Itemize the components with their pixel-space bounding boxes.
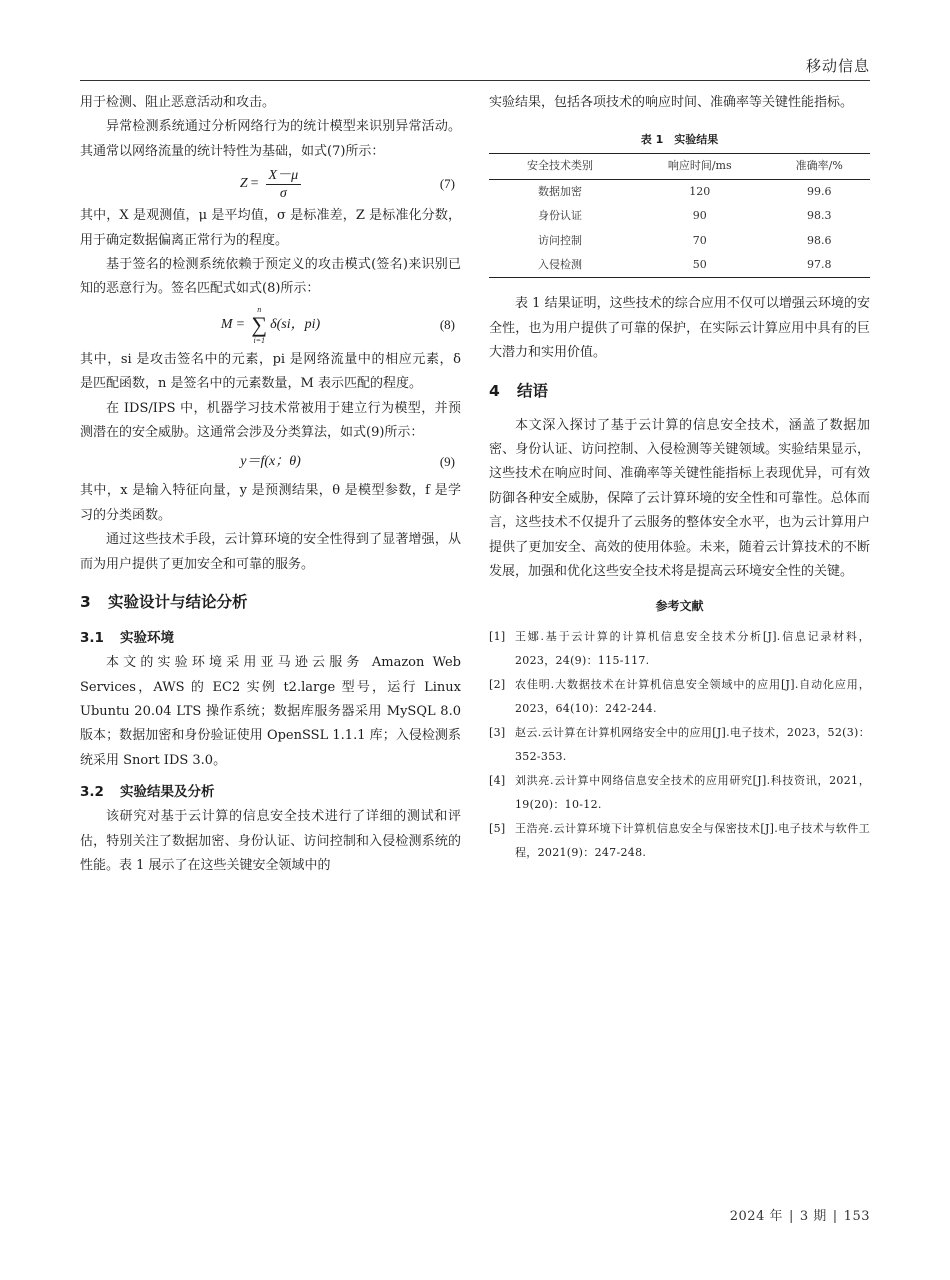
eq8-lower-limit: i=1: [253, 335, 266, 345]
eq8-equals: =: [236, 316, 245, 332]
table-row: [489, 179, 870, 204]
table-row: [489, 253, 870, 278]
equation-number: (9): [439, 454, 455, 470]
reference-item: [489, 673, 870, 721]
eq8-lhs: M: [220, 316, 233, 332]
table-row: [489, 204, 870, 228]
table-caption: 表 1 实验结果: [640, 133, 719, 147]
equation-7: [80, 164, 461, 204]
footer-page-number: 153: [843, 1209, 870, 1224]
table-cell: 98.3: [806, 209, 832, 223]
journal-title: 移动信息: [805, 57, 870, 75]
reference-number: [3]: [489, 725, 506, 739]
eq7-denominator: σ: [279, 185, 287, 201]
footer-separator: |: [788, 1209, 794, 1224]
right-column: [489, 91, 870, 865]
paragraph: 基于签名的检测系统依赖于预定义的攻击模式(签名)来识别已知的恶意行为。签名匹配式如式(8)所示：: [80, 257, 461, 297]
reference-text: 刘洪亮.云计算中网络信息安全技术的应用研究[J].科技资讯，2021，19(20)：10-12.: [515, 773, 870, 811]
reference-text: 王娜.基于云计算的计算机信息安全技术分析[J].信息记录材料，2023，24(9)：115-117.: [515, 629, 870, 667]
paragraph: 其中，x 是输入特征向量，y 是预测结果，θ 是模型参数，f 是学习的分类函数。: [80, 483, 461, 523]
paragraph: 本文深入探讨了基于云计算的信息安全技术，涵盖了数据加密、身份认证、访问控制、入侵检测等关键领域。实验结果显示，这些技术在响应时间、准确率等关键性能指标上表现优异，可有效防御各种安全威胁，保障了云计算环境的安全性和可靠性。总体而言，这些技术不仅提升了云服务的整体安全水平，也为云计算用户提供了更加安全、高效的使用体验。未来，随着云计算技术的不断发展，加强和优化这些安全技术将是提高云环境安全性的关键。: [489, 417, 870, 580]
reference-number: [2]: [489, 677, 506, 691]
paragraph: 其中，si 是攻击签名中的元素，pi 是网络流量中的相应元素，δ 是匹配函数，n 是签名中的元素数量，M 表示匹配的程度。: [80, 351, 461, 392]
page-footer: [730, 1205, 870, 1224]
paragraph: 用于检测、阻止恶意活动和攻击。: [80, 95, 276, 110]
table-cell: 97.8: [806, 258, 832, 272]
table-cell: 120: [689, 184, 711, 198]
subsection-heading-3-2: [80, 779, 461, 805]
table-cell: 访问控制: [538, 233, 583, 247]
section-title: 实验设计与结论分析: [108, 593, 248, 612]
table-cell: 50: [692, 258, 707, 272]
paragraph: 在 IDS/IPS 中，机器学习技术常被用于建立行为模型，并预测潜在的安全威胁。这通常会涉及分类算法，如式(9)所示：: [80, 400, 461, 441]
table-cell: 身份认证: [538, 209, 583, 223]
results-table: [489, 153, 870, 278]
reference-item: [489, 625, 870, 673]
reference-number: [5]: [489, 821, 506, 835]
reference-text: 农佳明.大数据技术在计算机信息安全领域中的应用[J].自动化应用，2023，64(10)：242-244.: [515, 677, 870, 715]
section-heading-3: [80, 589, 461, 615]
eq8-upper-limit: n: [257, 304, 262, 314]
table-cell: 入侵检测: [538, 258, 583, 272]
reference-number: [1]: [489, 629, 506, 643]
table-cell: 数据加密: [538, 184, 583, 198]
table-header-cell: 准确率/%: [795, 159, 843, 173]
section-number: 3: [80, 593, 91, 612]
section-title: 结语: [517, 381, 549, 400]
sigma-symbol: ∑: [251, 311, 268, 337]
eq8-body: δ(si，pi): [270, 316, 321, 332]
paragraph: 其中，X 是观测值，μ 是平均值，σ 是标准差，Z 是标准化分数，用于确定数据偏离正常行为的程度。: [80, 208, 461, 248]
section-heading-4: [489, 378, 870, 404]
table-header-cell: 安全技术类别: [527, 159, 594, 173]
paragraph: 表 1 结果证明，这些技术的综合应用不仅可以增强云环境的安全性，也为用户提供了可靠的保护，在实际云计算应用中具有的巨大潜力和实用价值。: [489, 296, 870, 361]
table-cell: 70: [692, 233, 707, 247]
subsection-heading-3-1: [80, 625, 461, 651]
equation-number: (7): [439, 176, 455, 192]
section-number: 4: [489, 381, 500, 400]
table-cell: 99.6: [806, 184, 832, 198]
eq7-numerator: X－μ: [266, 167, 302, 185]
footer-separator: |: [832, 1209, 838, 1224]
reference-item: [489, 817, 870, 865]
reference-text: 王浩亮.云计算环境下计算机信息安全与保密技术[J].电子技术与软件工程，2021(9)：247-248.: [515, 821, 870, 859]
reference-item: [489, 721, 870, 769]
table-cell: 90: [692, 209, 707, 223]
references-list: [489, 625, 870, 865]
footer-year: 2024 年: [729, 1209, 783, 1224]
header-rule: [80, 80, 870, 81]
eq9-expression: y＝f(x；θ): [240, 454, 301, 470]
paragraph: 本文的实验环境采用亚马逊云服务 Amazon Web Services，AWS 的 EC2 实例 t2.large 型号，运行 Linux Ubuntu 20.04 LTS 操作系统；数据库服务器采用 MySQL 8.0 版本；数据加密和身份验证使用 OpenSSL 1.1.1 库；入侵检测系统采用 Snort IDS 3.0。: [80, 655, 461, 768]
equation-number: (8): [439, 316, 455, 332]
subsection-number: 3.2: [80, 784, 104, 801]
references-title: 参考文献: [655, 598, 704, 613]
eq7-equals: =: [250, 176, 259, 192]
eq7-lhs: Z: [239, 176, 248, 192]
reference-text: 赵云.云计算在计算机网络安全中的应用[J].电子技术，2023，52(3)：352-353.: [515, 725, 870, 763]
reference-item: [489, 769, 870, 817]
table-cell: 98.6: [806, 233, 832, 247]
equation-9: [80, 445, 461, 479]
left-column: [80, 91, 461, 878]
table-header-cell: 响应时间/ms: [667, 159, 732, 173]
paragraph: 通过这些技术手段，云计算环境的安全性得到了显著增强，从而为用户提供了更加安全和可靠的服务。: [80, 532, 461, 572]
table-row: [489, 229, 870, 253]
subsection-title: 实验结果及分析: [120, 784, 215, 801]
paragraph: 实验结果，包括各项技术的响应时间、准确率等关键性能指标。: [489, 95, 854, 110]
table-header-row: [489, 154, 870, 179]
subsection-number: 3.1: [80, 630, 104, 647]
eq7-fraction: [266, 167, 302, 202]
subsection-title: 实验环境: [120, 630, 174, 647]
equation-8: [80, 302, 461, 348]
reference-number: [4]: [489, 773, 506, 787]
eq8-summation: [251, 305, 267, 345]
paragraph: 异常检测系统通过分析网络行为的统计模型来识别异常活动。其通常以网络流量的统计特性为基础，如式(7)所示：: [80, 119, 461, 159]
footer-issue: 3 期: [799, 1209, 827, 1224]
paragraph: 该研究对基于云计算的信息安全技术进行了详细的测试和评估，特别关注了数据加密、身份认证、访问控制和入侵检测系统的性能。表 1 展示了在这些关键安全领域中的: [80, 809, 461, 873]
